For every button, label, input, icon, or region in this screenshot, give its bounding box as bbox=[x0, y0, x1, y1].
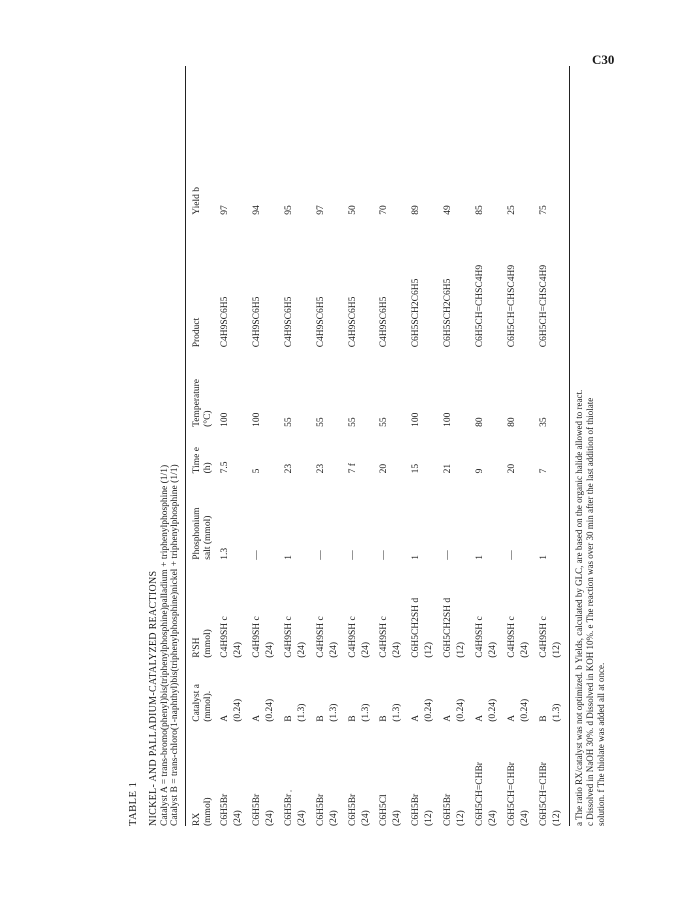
cell-cat: A bbox=[506, 714, 517, 722]
cell-cat-amt: (0.24) bbox=[233, 698, 244, 722]
table-row bbox=[282, 166, 297, 826]
cell-empty bbox=[456, 427, 473, 474]
cell-empty bbox=[361, 473, 378, 559]
cell-cat: A bbox=[220, 714, 231, 722]
cell-empty bbox=[424, 347, 441, 427]
table-row-amounts bbox=[552, 166, 569, 826]
cell-rsh: C4H9SH c bbox=[506, 616, 517, 658]
cell-rx-amt: (24) bbox=[265, 810, 276, 826]
cell-cat: B bbox=[283, 715, 294, 722]
cell-empty bbox=[265, 215, 282, 348]
cell-empty bbox=[488, 347, 505, 427]
cell-empty bbox=[297, 166, 314, 215]
cell-empty bbox=[265, 166, 282, 215]
cell-yield: 70 bbox=[379, 205, 390, 215]
cell-empty bbox=[392, 347, 409, 427]
cell-yield: 94 bbox=[252, 205, 263, 215]
header-rsh: R'SH (mmol) bbox=[192, 629, 214, 658]
cell-cat-amt: (0.24) bbox=[519, 698, 530, 722]
cell-phos: — bbox=[347, 550, 358, 560]
cell-empty bbox=[392, 215, 409, 348]
cell-temp: 100 bbox=[252, 412, 263, 427]
cell-empty bbox=[552, 427, 569, 474]
cell-empty bbox=[233, 427, 250, 474]
cell-rx: C6H5Br bbox=[315, 793, 326, 826]
table-row-amounts bbox=[297, 166, 314, 826]
table-row bbox=[346, 166, 361, 826]
cell-empty bbox=[297, 473, 314, 559]
cell-product: C4H9SC6H5 bbox=[347, 296, 358, 348]
cell-yield: 97 bbox=[315, 205, 326, 215]
cell-rx: C6H5Br bbox=[347, 793, 358, 826]
cell-rsh-amt: (24) bbox=[296, 641, 307, 658]
cell-product: C4H9SC6H5 bbox=[283, 296, 294, 348]
table-row bbox=[250, 166, 265, 826]
cell-cat-amt: (0.24) bbox=[265, 698, 276, 722]
cell-empty bbox=[361, 215, 378, 348]
cell-phos: 1 bbox=[475, 554, 485, 560]
cell-rx-amt: (24) bbox=[392, 810, 403, 826]
cell-empty bbox=[424, 166, 441, 215]
cell-cat: A bbox=[252, 714, 263, 722]
cell-empty bbox=[552, 166, 569, 215]
cell-empty bbox=[297, 347, 314, 427]
cell-temp: 80 bbox=[475, 417, 485, 427]
cell-rsh: C4H9SH c bbox=[315, 616, 326, 658]
scan-speck bbox=[290, 790, 292, 792]
cell-product: C6H5SCH2C6H5 bbox=[411, 278, 422, 348]
cell-rx: C6H5CH=CHBr bbox=[538, 762, 549, 826]
cell-product: C4H9SC6H5 bbox=[252, 296, 263, 348]
table-row-amounts bbox=[456, 166, 473, 826]
cell-empty bbox=[329, 427, 346, 474]
header-product: Product bbox=[192, 317, 203, 348]
cell-empty bbox=[233, 347, 250, 427]
table-row-amounts bbox=[361, 166, 378, 826]
cell-empty bbox=[392, 427, 409, 474]
cell-phos: 1 bbox=[411, 554, 422, 560]
cell-time: 15 bbox=[411, 463, 422, 474]
cell-rsh: C4H9SH c bbox=[538, 616, 549, 658]
cell-empty bbox=[488, 166, 505, 215]
cell-yield: 97 bbox=[220, 205, 231, 215]
cell-time: 7 bbox=[538, 468, 549, 474]
table-row-amounts bbox=[488, 166, 505, 826]
footnote-line: c Dissolved in NaOH 30%. d Dissolved in KOH 10%. e The reaction was over 30 min after the last addition of thiolate bbox=[584, 397, 595, 826]
cell-rx-amt: (24) bbox=[487, 810, 498, 826]
cell-temp: 55 bbox=[379, 417, 390, 427]
cell-yield: 25 bbox=[506, 205, 517, 215]
table-row bbox=[377, 166, 392, 826]
cell-time: 21 bbox=[443, 463, 454, 474]
cell-time: 20 bbox=[379, 463, 390, 474]
cell-empty bbox=[329, 347, 346, 427]
cell-rsh-amt: (24) bbox=[360, 641, 371, 658]
footnote-line: solution. f The thiolate was added all at once. bbox=[596, 662, 607, 826]
table-row-amounts bbox=[233, 166, 250, 826]
cell-rsh: C4H9SH c bbox=[220, 616, 231, 658]
cell-rsh-amt: (24) bbox=[487, 641, 498, 658]
cell-cat-amt: (0.24) bbox=[456, 698, 467, 722]
table-row bbox=[537, 166, 552, 826]
page-number: C30 bbox=[592, 52, 615, 67]
cell-empty bbox=[329, 473, 346, 559]
cell-empty bbox=[233, 215, 250, 348]
cell-cat: A bbox=[475, 714, 485, 722]
cell-empty bbox=[456, 166, 473, 215]
cell-rsh-amt: (24) bbox=[328, 641, 339, 658]
table-row-amounts bbox=[265, 166, 282, 826]
rotated-table-block bbox=[128, 66, 607, 826]
cell-empty bbox=[361, 347, 378, 427]
table-row-amounts bbox=[424, 166, 441, 826]
cell-empty bbox=[488, 427, 505, 474]
cell-empty bbox=[520, 215, 537, 348]
cell-rsh: C6H5CH2SH d bbox=[443, 597, 454, 658]
cell-empty bbox=[361, 166, 378, 215]
table-row-amounts bbox=[392, 166, 409, 826]
cell-phos: — bbox=[379, 550, 390, 560]
cell-yield: 89 bbox=[411, 205, 422, 215]
table-bottom-rule bbox=[569, 66, 570, 826]
cell-rx: C6H5Br bbox=[411, 793, 422, 826]
cell-phos: 1 bbox=[538, 554, 549, 560]
cell-cat: B bbox=[379, 715, 390, 722]
cell-time: 23 bbox=[315, 463, 326, 474]
reactions-table bbox=[186, 166, 568, 826]
table-row bbox=[505, 166, 520, 826]
cell-empty bbox=[297, 427, 314, 474]
cell-empty bbox=[392, 166, 409, 215]
cell-product: C4H9SC6H5 bbox=[315, 296, 326, 348]
cell-phos: — bbox=[252, 550, 263, 560]
cell-yield: 75 bbox=[538, 205, 549, 215]
cell-product: C6H5SCH2C6H5 bbox=[443, 278, 454, 348]
cell-empty bbox=[456, 215, 473, 348]
cell-rsh: C4H9SH c bbox=[379, 616, 390, 658]
table-row bbox=[441, 166, 456, 826]
cell-empty bbox=[424, 427, 441, 474]
cell-empty bbox=[552, 215, 569, 348]
cell-rx: C6H5Cl bbox=[379, 794, 390, 826]
cell-empty bbox=[392, 473, 409, 559]
cell-rx-amt: (24) bbox=[328, 810, 339, 826]
cell-rsh: C4H9SH c bbox=[252, 616, 263, 658]
header-catalyst: Catalyst a (mmol). bbox=[192, 684, 214, 722]
cell-phos: 1.3 bbox=[220, 547, 231, 560]
cell-product: C4H9SC6H5 bbox=[220, 296, 231, 348]
cell-yield: 85 bbox=[475, 205, 485, 215]
table-body bbox=[218, 166, 568, 826]
catalyst-a-definition: Catalyst A = trans-bromo(phenyl)bis(triphenylphosphine)palladium + triphenylphosphine (1/1) bbox=[159, 464, 170, 826]
header-rx: RX (mmol) bbox=[192, 797, 214, 826]
cell-time: 7.5 bbox=[220, 461, 231, 474]
cell-temp: 100 bbox=[443, 412, 454, 427]
cell-empty bbox=[488, 215, 505, 348]
cell-temp: 55 bbox=[283, 417, 294, 427]
cell-empty bbox=[329, 166, 346, 215]
cell-cat-amt: (0.24) bbox=[487, 698, 498, 722]
cell-rx-amt: (12) bbox=[551, 810, 562, 826]
cell-temp: 55 bbox=[315, 417, 326, 427]
cell-rx-amt: (12) bbox=[456, 810, 467, 826]
cell-time: 7 f bbox=[347, 463, 358, 474]
cell-phos: 1 bbox=[283, 554, 294, 560]
cell-phos: — bbox=[443, 550, 454, 560]
cell-empty bbox=[233, 473, 250, 559]
cell-empty bbox=[297, 215, 314, 348]
cell-cat: B bbox=[538, 715, 549, 722]
cell-empty bbox=[424, 215, 441, 348]
cell-cat-amt: (1.3) bbox=[551, 703, 562, 722]
cell-rsh: C4H9SH c bbox=[347, 616, 358, 658]
table-row bbox=[409, 166, 424, 826]
cell-rsh: C4H9SH c bbox=[475, 616, 485, 658]
cell-rsh-amt: (24) bbox=[233, 641, 244, 658]
cell-product: C4H9SC6H5 bbox=[379, 296, 390, 348]
cell-rx-amt: (24) bbox=[296, 810, 307, 826]
cell-temp: 100 bbox=[411, 412, 422, 427]
cell-empty bbox=[361, 427, 378, 474]
cell-rx-amt: (24) bbox=[233, 810, 244, 826]
cell-rx: C6H5Br bbox=[220, 793, 231, 826]
cell-empty bbox=[424, 473, 441, 559]
cell-cat-amt: (1.3) bbox=[296, 703, 307, 722]
cell-temp: 35 bbox=[538, 417, 549, 427]
table-row bbox=[314, 166, 329, 826]
cell-yield: 95 bbox=[283, 205, 294, 215]
cell-rsh-amt: (12) bbox=[456, 641, 467, 658]
footnote-line: a The ratio RX/catalyst was not optimized. b Yields, calculated by GLC, are based on the organic halide allowed to react. bbox=[573, 389, 584, 826]
cell-yield: 50 bbox=[347, 205, 358, 215]
table-title: NICKEL- AND PALLADIUM-CATALYZED REACTIONS bbox=[148, 570, 160, 826]
cell-empty bbox=[552, 473, 569, 559]
cell-cat: B bbox=[347, 715, 358, 722]
cell-rsh-amt: (24) bbox=[265, 641, 276, 658]
cell-empty bbox=[520, 427, 537, 474]
cell-phos: — bbox=[315, 550, 326, 560]
header-yield: Yield b bbox=[192, 186, 203, 215]
cell-rx-amt: (24) bbox=[519, 810, 530, 826]
cell-product: C6H5CH=CHSC4H9 bbox=[475, 264, 485, 348]
header-time: Time e (h) bbox=[192, 447, 214, 474]
cell-empty bbox=[520, 473, 537, 559]
table-label: TABLE 1 bbox=[128, 781, 139, 826]
cell-time: 20 bbox=[506, 463, 517, 474]
cell-rx: C6H5CH=CHBr bbox=[475, 762, 485, 826]
cell-cat-amt: (1.3) bbox=[392, 703, 403, 722]
cell-empty bbox=[488, 473, 505, 559]
header-temperature: Temperature (°C) bbox=[192, 379, 214, 427]
cell-cat-amt: (1.3) bbox=[360, 703, 371, 722]
cell-product: C6H5CH=CHSC4H9 bbox=[538, 264, 549, 348]
cell-rsh-amt: (24) bbox=[392, 641, 403, 658]
cell-empty bbox=[552, 347, 569, 427]
cell-temp: 55 bbox=[347, 417, 358, 427]
cell-cat: B bbox=[315, 715, 326, 722]
table-row bbox=[218, 166, 233, 826]
cell-rx: C6H5Br bbox=[252, 793, 263, 826]
table-row-amounts bbox=[329, 166, 346, 826]
cell-empty bbox=[520, 166, 537, 215]
cell-empty bbox=[520, 347, 537, 427]
cell-phos: — bbox=[506, 550, 517, 560]
cell-empty bbox=[265, 473, 282, 559]
cell-empty bbox=[329, 215, 346, 348]
cell-temp: 100 bbox=[220, 412, 231, 427]
catalyst-b-definition: Catalyst B = trans-chloro(1-naphthyl)bis(triphenylphosphine)nickel + triphenylphosphine (1/1) bbox=[170, 464, 181, 826]
cell-rsh-amt: (12) bbox=[424, 641, 435, 658]
cell-rsh-amt: (12) bbox=[551, 641, 562, 658]
cell-rsh: C6H5CH2SH d bbox=[411, 597, 422, 658]
cell-rx-amt: (24) bbox=[360, 810, 371, 826]
cell-rx: C6H5Br bbox=[283, 793, 294, 826]
cell-empty bbox=[265, 347, 282, 427]
header-phosphonium: Phosphonium salt (mmol) bbox=[192, 507, 214, 560]
cell-rx: C6H5Br bbox=[443, 793, 454, 826]
cell-yield: 49 bbox=[443, 205, 454, 215]
cell-rsh-amt: (24) bbox=[519, 641, 530, 658]
cell-cat-amt: (1.3) bbox=[328, 703, 339, 722]
cell-cat-amt: (0.24) bbox=[424, 698, 435, 722]
cell-cat: A bbox=[443, 714, 454, 722]
cell-product: C6H5CH=CHSC4H9 bbox=[506, 264, 517, 348]
cell-empty bbox=[456, 347, 473, 427]
cell-rsh: C4H9SH c bbox=[283, 616, 294, 658]
cell-time: 9 bbox=[475, 468, 485, 474]
cell-time: 5 bbox=[252, 468, 263, 474]
header-row bbox=[186, 166, 218, 826]
cell-time: 23 bbox=[283, 463, 294, 474]
cell-empty bbox=[265, 427, 282, 474]
table-footnotes bbox=[574, 166, 608, 826]
table-row bbox=[473, 166, 488, 826]
table-row-amounts bbox=[520, 166, 537, 826]
cell-temp: 80 bbox=[506, 417, 517, 427]
cell-rx-amt: (12) bbox=[424, 810, 435, 826]
cell-cat: A bbox=[411, 714, 422, 722]
cell-empty bbox=[233, 166, 250, 215]
cell-rx: C6H5CH=CHBr bbox=[506, 762, 517, 826]
cell-empty bbox=[456, 473, 473, 559]
